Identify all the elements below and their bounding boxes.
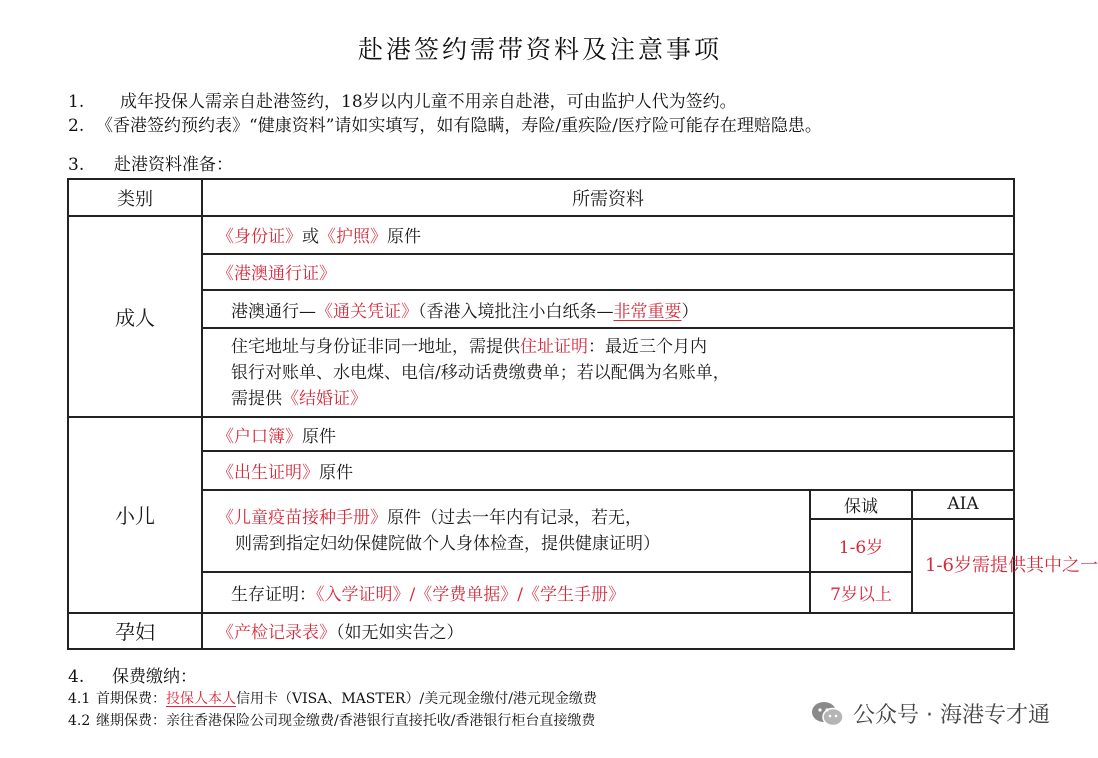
premium-first (68, 688, 597, 708)
birth-cert-doc: 《出生证明》 (217, 462, 319, 483)
vaccine-book-doc: 《儿童疫苗接种手册》 (217, 507, 387, 528)
materials-table (67, 178, 1098, 650)
note-text: 成年投保人需亲自赴港签约，18岁以内儿童不用亲自赴港，可由监护人代为签约。 (120, 92, 737, 112)
renew-text: 亲往香港保险公司现金缴费/香港银行直接托收/香港银行柜台直接缴费 (166, 713, 596, 729)
policyholder-self: 投保人本人 (166, 691, 236, 707)
original-text: 原件 (387, 227, 421, 248)
prudential-age-7-plus: 7岁以上 (810, 572, 912, 612)
survival-docs: 《入学证明》/《学费单据》/《学生手册》 (316, 584, 625, 605)
pass-prefix: 港澳通行— (231, 301, 316, 322)
note-1 (68, 87, 737, 112)
heading-text: 保费缴纳： (112, 667, 197, 687)
very-important-text: 非常重要 (613, 301, 682, 322)
category-child: 小儿 (68, 417, 202, 613)
page-title: 赴港签约需带资料及注意事项 (357, 35, 722, 64)
header-materials: 所需资料 (202, 179, 1014, 216)
address-need-text: 需提供 (231, 388, 282, 409)
table-row (68, 490, 1014, 519)
prenatal-record-doc: 《产检记录表》 (217, 623, 336, 644)
address-bill-list: 银行对账单、水电煤、电信/移动话费缴费单；若以配偶为名账单， (231, 362, 730, 383)
address-proof-doc: 住址证明 (520, 336, 588, 357)
company-prudential: 保诚 (810, 490, 912, 519)
premium-heading (68, 662, 197, 687)
vaccine-note: 原件（过去一年内有记录，若无， (387, 507, 642, 528)
adult-address-cell (202, 328, 1014, 417)
pass-close: ） (681, 301, 699, 322)
renew-number: 4.2 (68, 713, 91, 729)
category-adult: 成人 (68, 216, 202, 417)
table-row (68, 572, 1014, 612)
note-text: 赴港资料准备： (114, 155, 233, 175)
watermark (811, 698, 1050, 729)
child-birth-cell (202, 451, 1014, 489)
id-card-doc: 《身份证》 (217, 227, 302, 248)
hukou-doc: 《户口簿》 (217, 426, 302, 447)
renew-label: 继期保费： (96, 713, 166, 729)
note-number: 3. (68, 155, 85, 175)
table-row (68, 290, 1014, 328)
child-vaccine-cell (202, 490, 810, 573)
heading-number: 4. (68, 667, 85, 687)
adult-pass-cell (202, 290, 1014, 328)
first-label: 首期保费： (96, 691, 166, 707)
premium-renewal (68, 710, 595, 730)
table-row (68, 216, 1014, 253)
prenatal-note: （如无如实告之） (336, 623, 464, 644)
original-text: 原件 (319, 462, 353, 483)
note-text: 《香港签约预约表》“健康资料”请如实填写，如有隐瞒，寿险/重疾险/医疗险可能存在理赔隐患。 (96, 116, 822, 136)
watermark-text: 公众号 · 海港专才通 (853, 703, 1050, 728)
child-survival-cell (202, 572, 810, 612)
table-row (68, 417, 1014, 451)
first-number: 4.1 (68, 691, 91, 707)
adult-permit-cell (202, 254, 1014, 290)
header-category: 类别 (68, 179, 202, 216)
note-number: 2. (68, 116, 85, 136)
table-row (68, 328, 1014, 417)
clearance-doc: 《通关凭证》 (316, 301, 418, 322)
pass-note: （香港入境批注小白纸条— (418, 301, 614, 322)
note-2 (68, 111, 822, 136)
aia-requirement: 1-6岁需提供其中之一 (912, 519, 1014, 613)
or-text: 或 (302, 227, 319, 248)
child-hukou-cell (202, 417, 1014, 451)
category-pregnant: 孕妇 (68, 613, 202, 649)
passport-doc: 《护照》 (319, 227, 387, 248)
table-header-row (68, 179, 1014, 216)
pregnant-cell (202, 613, 1014, 649)
address-text-2: ：最近三个月内 (588, 336, 707, 357)
address-text: 住宅地址与身份证非同一地址，需提供 (231, 336, 520, 357)
marriage-cert-doc: 《结婚证》 (282, 388, 367, 409)
wechat-icon (811, 701, 845, 727)
note-3 (68, 150, 233, 175)
note-number: 1. (68, 92, 85, 112)
adult-id-cell (202, 216, 1014, 253)
hk-macau-permit-doc: 《港澳通行证》 (217, 264, 336, 285)
table-row (68, 613, 1014, 649)
original-text: 原件 (302, 426, 336, 447)
vaccine-note-2: 则需到指定妇幼保健院做个人身体检查，提供健康证明） (235, 533, 660, 554)
survival-label: 生存证明： (231, 584, 316, 605)
table-row (68, 254, 1014, 290)
first-text: 信用卡（VISA、MASTER）/美元现金缴付/港元现金缴费 (236, 691, 597, 707)
table-row (68, 451, 1014, 489)
company-aia: AIA (912, 490, 1014, 519)
prudential-age-1-6: 1-6岁 (810, 519, 912, 572)
